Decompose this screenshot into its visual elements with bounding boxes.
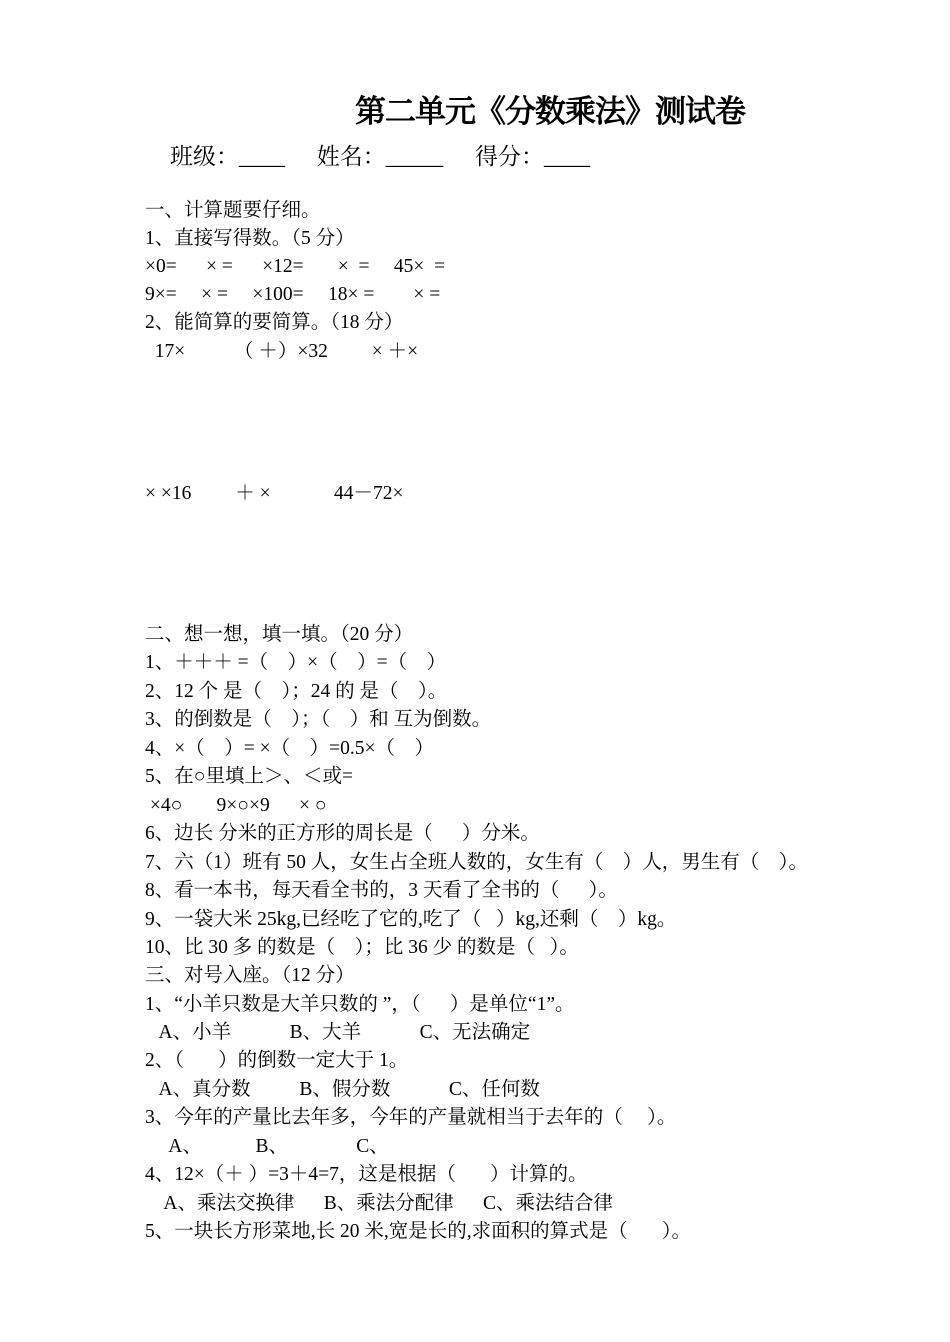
- question-2-4: 4、×（ ）= ×（ ）=0.5×（ ）: [145, 738, 434, 759]
- calc-row-2: 9×= × = ×100= 18× = × =: [145, 284, 441, 305]
- score-field: 得分：____: [475, 144, 590, 169]
- compare-row: ×4○ 9×○×9 × ○: [145, 795, 327, 816]
- question-2-6: 6、边长 分米的正方形的周长是（ ）分米。: [145, 823, 540, 844]
- question-3-4: 4、12×（＋ ）=3＋4=7，这是根据（ ）计算的。: [145, 1164, 588, 1185]
- question-2-9: 9、一袋大米 25kg,已经吃了它的,吃了（ ）kg,还剩（ ）kg。: [145, 909, 677, 930]
- question-3-3: 3、今年的产量比去年多，今年的产量就相当于去年的（ ）。: [145, 1107, 677, 1128]
- header-info: [170, 138, 616, 171]
- question-1-2: 2、能简算的要简算。（18 分）: [145, 312, 404, 333]
- section-1-heading: 一、计算题要仔细。: [145, 200, 321, 221]
- options-3-4: A、乘法交换律 B、乘法分配律 C、乘法结合律: [145, 1193, 614, 1214]
- question-2-7: 7、六（1）班有 50 人，女生占全班人数的，女生有（ ）人，男生有（ ）。: [145, 852, 809, 873]
- section-2-heading: 二、想一想，填一填。（20 分）: [145, 624, 414, 645]
- simplify-row-2: × ×16 ＋ × 44－72×: [145, 483, 404, 504]
- options-3-1: A、小羊 B、大羊 C、无法确定: [145, 1022, 531, 1043]
- page-title: 第二单元《分数乘法》测试卷: [355, 94, 745, 130]
- question-3-2: 2、（ ）的倒数一定大于 1。: [145, 1050, 409, 1071]
- question-2-5: 5、在○里填上＞、＜或=: [145, 766, 354, 787]
- question-3-1: 1、“小羊只数是大羊只数的 ”，（ ）是单位“1”。: [145, 994, 575, 1015]
- question-2-1: 1、＋＋＋ =（ ）×（ ）=（ ）: [145, 652, 447, 673]
- section-3-heading: 三、对号入座。（12 分）: [145, 965, 355, 986]
- question-2-2: 2、12 个 是（ ）；24 的 是（ ）。: [145, 681, 448, 702]
- name-field: 姓名：_____: [316, 144, 444, 169]
- calc-row-1: ×0= × = ×12= × = 45× =: [145, 256, 446, 277]
- class-field: 班级：____: [170, 144, 285, 169]
- question-3-5: 5、一块长方形菜地,长 20 米,宽是长的,求面积的算式是（ ）。: [145, 1221, 692, 1242]
- question-2-3: 3、的倒数是（ ）；（ ）和 互为倒数。: [145, 709, 492, 730]
- question-2-8: 8、看一本书，每天看全书的，3 天看了全书的（ ）。: [145, 880, 618, 901]
- question-2-10: 10、比 30 多 的数是（ ）；比 36 少 的数是（ ）。: [145, 937, 579, 958]
- options-3-3: A、 B、 C、: [145, 1136, 389, 1157]
- simplify-row-1: 17× （ ＋）×32 × ＋×: [145, 341, 419, 362]
- options-3-2: A、真分数 B、假分数 C、任何数: [145, 1079, 540, 1100]
- question-1-1: 1、直接写得数。（5 分）: [145, 228, 355, 249]
